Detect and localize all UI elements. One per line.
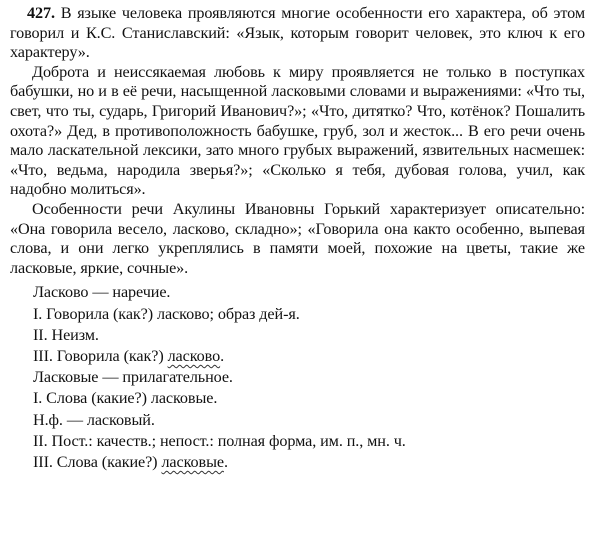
underlined-word: ласковые [161,452,224,471]
analysis-punct: . [220,346,225,365]
analysis-line: II. Пост.: качеств.; непост.: полная форма, им. п., мн. ч. [33,431,406,450]
analysis-line: Ласковые — прилагательное. [33,368,233,387]
analysis-text: III. Говорила (как?) [33,346,168,365]
exercise-number: 427. [27,4,55,22]
paragraph-akulina-speech: Особенности речи Акулины Ивановны Горький характеризует описательно: «Она говорила весело, ласково, складно»; «Говорила она както особенно, выпевая слова, и они легко укреплялись в памяти моей, похожие на цветы, такие же ласковые, яркие, сочные». [10,199,585,277]
analysis-line: Н.ф. — ласковый. [33,410,155,429]
analysis-line: Ласково — наречие. [33,283,171,302]
analysis-punct: . [223,452,228,471]
exercise-intro-paragraph [10,4,585,63]
analysis-line: II. Неизм. [33,325,99,344]
underlined-word: ласково [167,346,221,365]
analysis-text: III. Слова (какие?) [33,452,162,471]
analysis-line: I. Слова (какие?) ласковые. [33,389,218,408]
morphological-analysis [10,282,585,473]
analysis-line: I. Говорила (как?) ласково; образ дей-я. [33,304,300,323]
exercise-intro-text: В языке человека проявляются многие особенности его характера, об этом говорил и К.С. Станиславский: «Язык, которым говорит человек, это ключ к его характеру». [10,4,585,62]
paragraph-grandmother-speech: Доброта и неиссякаемая любовь к миру проявляется не только в поступках бабушки, но и в её речи, насыщенной ласковыми словами и выражениями: «Что ты, свет, что ты, сударь, Григорий Иванович?»; «Что, дитятко? Что, котёнок? Пошалить охота?» Дед, в противоположность бабушке, груб, зол и жесток... В его речи очень мало ласкательной лексики, зато много грубых выражений, язвительных насмешек: «Что, ведьма, народила зверья?»; «Сколько я тебя, дубовая голова, учил, как надобно молиться». [10,62,585,199]
analysis-line [33,452,585,473]
analysis-line [33,346,585,367]
